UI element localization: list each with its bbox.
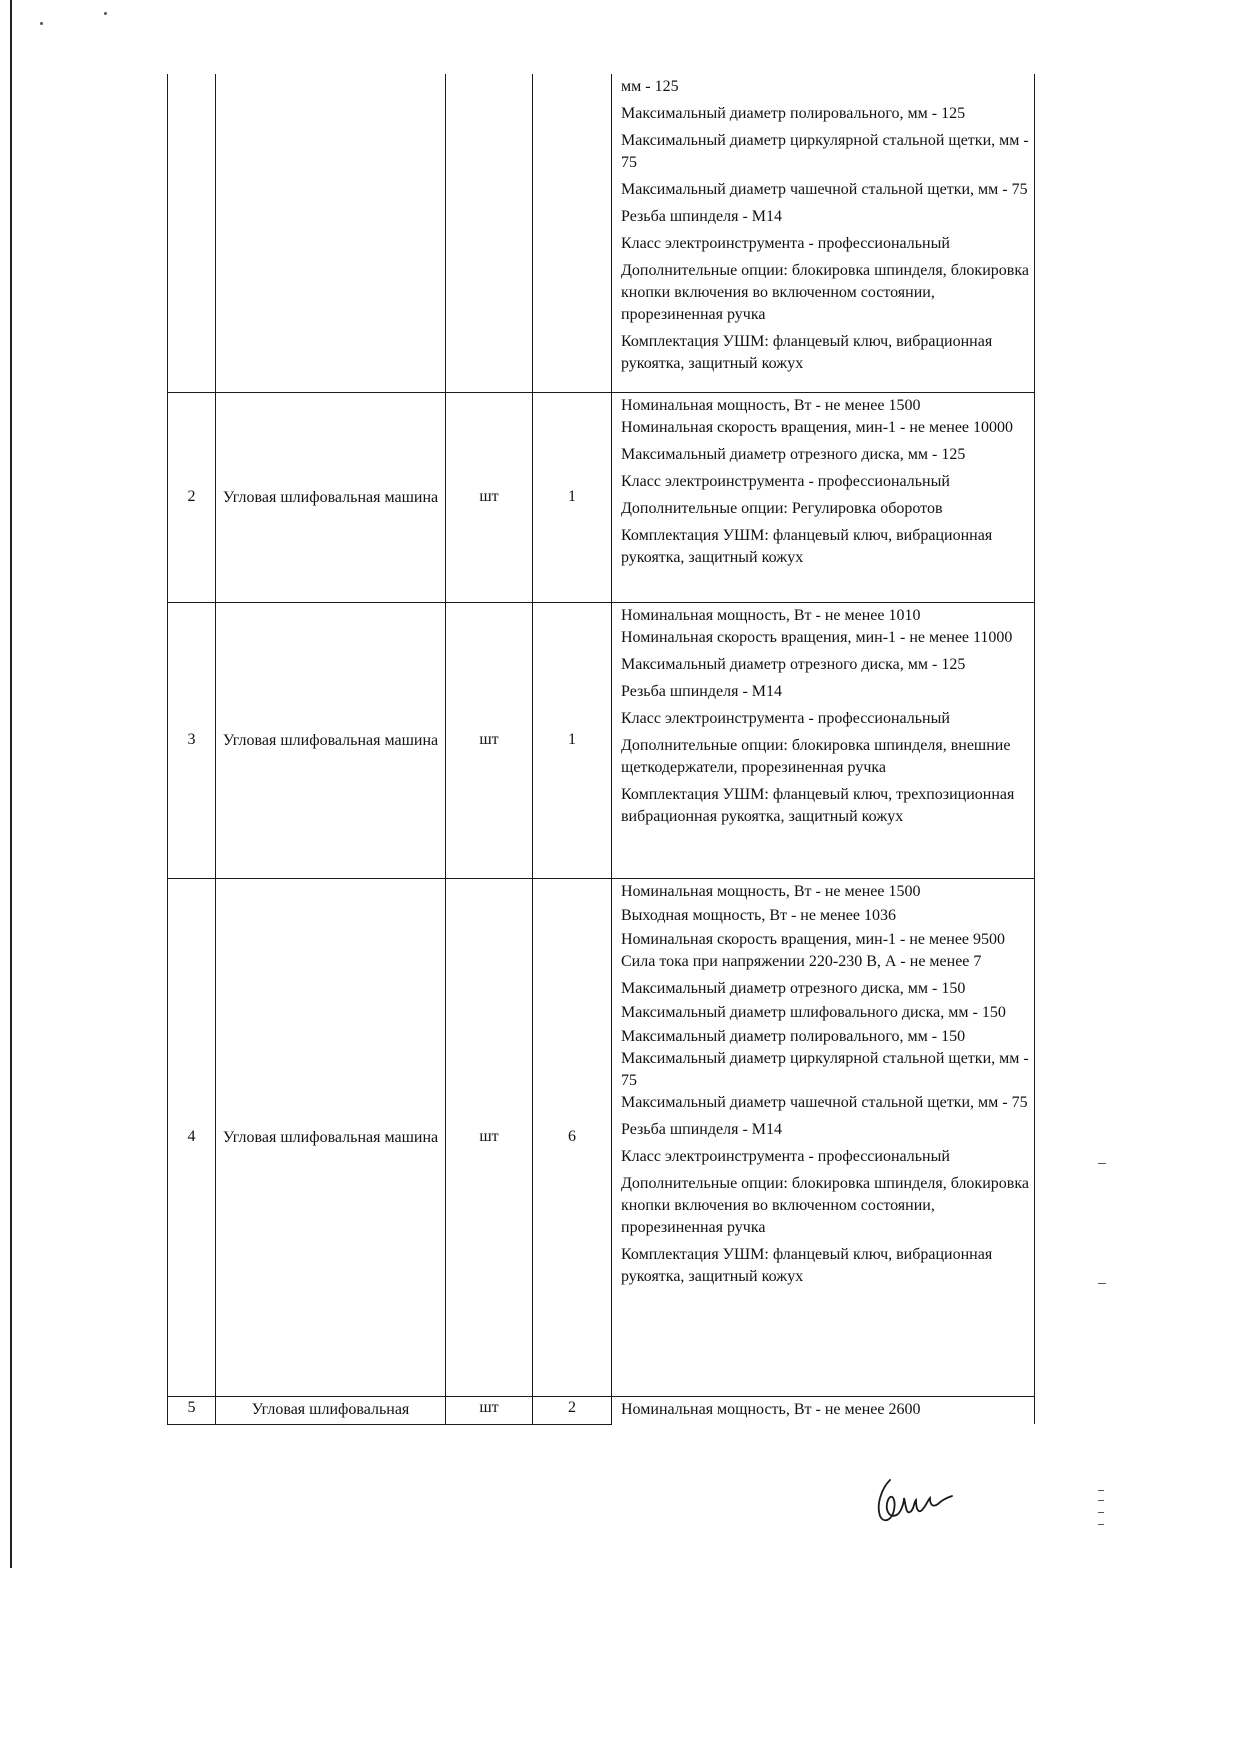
- item-name: Угловая шлифовальная: [216, 1396, 446, 1424]
- row-number: 2: [168, 392, 216, 602]
- spec-line: Максимальный диаметр полировального, мм - 125: [621, 105, 966, 122]
- table-row: [168, 602, 1035, 878]
- spec-line: Максимальный диаметр отрезного диска, мм - 125: [621, 655, 966, 673]
- specs-cell: [612, 74, 1035, 392]
- specs-cell: [612, 1396, 1035, 1424]
- spec-line: Максимальный диаметр полировального, мм - 150: [621, 1027, 966, 1045]
- scan-mark: [1098, 1524, 1104, 1525]
- spec-line: Номинальная мощность, Вт - не менее 2600: [621, 1400, 921, 1418]
- unit: шт: [446, 1396, 533, 1424]
- spec-line: Резьба шпинделя - М14: [621, 682, 782, 700]
- spec-line: Комплектация УШМ: фланцевый ключ, вибрационная рукоятка, защитный кожух: [621, 1245, 993, 1285]
- table-row: [168, 878, 1035, 1396]
- spec-line: Максимальный диаметр отрезного диска, мм - 125: [621, 445, 966, 463]
- spec-line: Комплектация УШМ: фланцевый ключ, вибрационная рукоятка, защитный кожух: [621, 526, 993, 566]
- unit: шт: [446, 602, 533, 878]
- quantity-cell: [533, 74, 612, 392]
- spec-line: Класс электроинструмента - профессиональный: [621, 472, 950, 490]
- scan-mark: [1098, 1490, 1104, 1491]
- spec-line: Класс электроинструмента - профессиональный: [621, 1147, 950, 1165]
- signature-icon: [868, 1470, 958, 1530]
- scan-edge: [10, 0, 12, 1568]
- row-number: 3: [168, 602, 216, 878]
- unit: шт: [446, 878, 533, 1396]
- quantity: 6: [533, 878, 612, 1396]
- spec-line: Комплектация УШМ: фланцевый ключ, трехпозиционная вибрационная рукоятка, защитный кожух: [621, 785, 1015, 825]
- scan-mark: [40, 22, 43, 25]
- spec-line: Дополнительные опции: блокировка шпинделя, блокировка кнопки включения во включенном состоянии, прорезиненная ручка: [621, 1174, 1029, 1236]
- specs-cell: [612, 602, 1035, 878]
- item-name: Угловая шлифовальная машина: [216, 878, 446, 1396]
- spec-line: Номинальная скорость вращения, мин-1 - не менее 11000: [621, 628, 1013, 646]
- spec-line: Номинальная мощность, Вт - не менее 1500: [621, 882, 921, 900]
- unit: шт: [446, 392, 533, 602]
- spec-line: Номинальная мощность, Вт - не менее 1010: [621, 606, 921, 624]
- specs-cell: [612, 392, 1035, 602]
- spec-line: Максимальный диаметр циркулярной стальной щетки, мм - 75: [621, 132, 1029, 171]
- spec-line: Максимальный диаметр шлифовального диска, мм - 150: [621, 1003, 1006, 1021]
- table-row: [168, 1396, 1035, 1424]
- spec-line: Номинальная скорость вращения, мин-1 - не менее 10000: [621, 418, 1014, 436]
- quantity: 1: [533, 602, 612, 878]
- spec-line: Резьба шпинделя - М14: [621, 1120, 782, 1138]
- spec-line: мм - 125: [621, 78, 679, 95]
- table-row: [168, 392, 1035, 602]
- spec-line: Максимальный диаметр циркулярной стальной щетки, мм - 75: [621, 1049, 1029, 1089]
- specification-table: [167, 74, 1035, 1425]
- spec-line: Номинальная мощность, Вт - не менее 1500: [621, 396, 921, 414]
- spec-line: Класс электроинструмента - профессиональный: [621, 235, 950, 252]
- scan-mark: [1098, 1512, 1104, 1513]
- spec-line: Сила тока при напряжении 220-230 В, А - не менее 7: [621, 952, 982, 970]
- unit-cell: [446, 74, 533, 392]
- item-name-cell: [216, 74, 446, 392]
- spec-line: Дополнительные опции: блокировка шпинделя, блокировка кнопки включения во включенном состоянии, прорезиненная ручка: [621, 262, 1029, 323]
- spec-line: Класс электроинструмента - профессиональный: [621, 709, 950, 727]
- spec-line: Резьба шпинделя - М14: [621, 208, 782, 225]
- row-number-cell: [168, 74, 216, 392]
- spec-line: Номинальная скорость вращения, мин-1 - не менее 9500: [621, 930, 1006, 948]
- quantity: 1: [533, 392, 612, 602]
- spec-line: Выходная мощность, Вт - не менее 1036: [621, 906, 896, 924]
- scan-mark: [104, 12, 107, 15]
- scan-mark: [1098, 1500, 1104, 1501]
- row-number: 4: [168, 878, 216, 1396]
- specs-cell: [612, 878, 1035, 1396]
- spec-line: Дополнительные опции: Регулировка оборотов: [621, 499, 943, 517]
- item-name: Угловая шлифовальная машина: [216, 602, 446, 878]
- scan-mark: [1098, 1283, 1106, 1284]
- table-row-continued: [168, 74, 1035, 392]
- spec-line: Комплектация УШМ: фланцевый ключ, вибрационная рукоятка, защитный кожух: [621, 333, 993, 372]
- row-number: 5: [168, 1396, 216, 1424]
- spec-line: Максимальный диаметр отрезного диска, мм - 150: [621, 979, 966, 997]
- scan-mark: [1098, 1163, 1106, 1164]
- spec-line: Максимальный диаметр чашечной стальной щетки, мм - 75: [621, 181, 1028, 198]
- quantity: 2: [533, 1396, 612, 1424]
- item-name: Угловая шлифовальная машина: [216, 392, 446, 602]
- spec-line: Максимальный диаметр чашечной стальной щетки, мм - 75: [621, 1093, 1028, 1111]
- spec-line: Дополнительные опции: блокировка шпинделя, внешние щеткодержатели, прорезиненная ручка: [621, 736, 1011, 776]
